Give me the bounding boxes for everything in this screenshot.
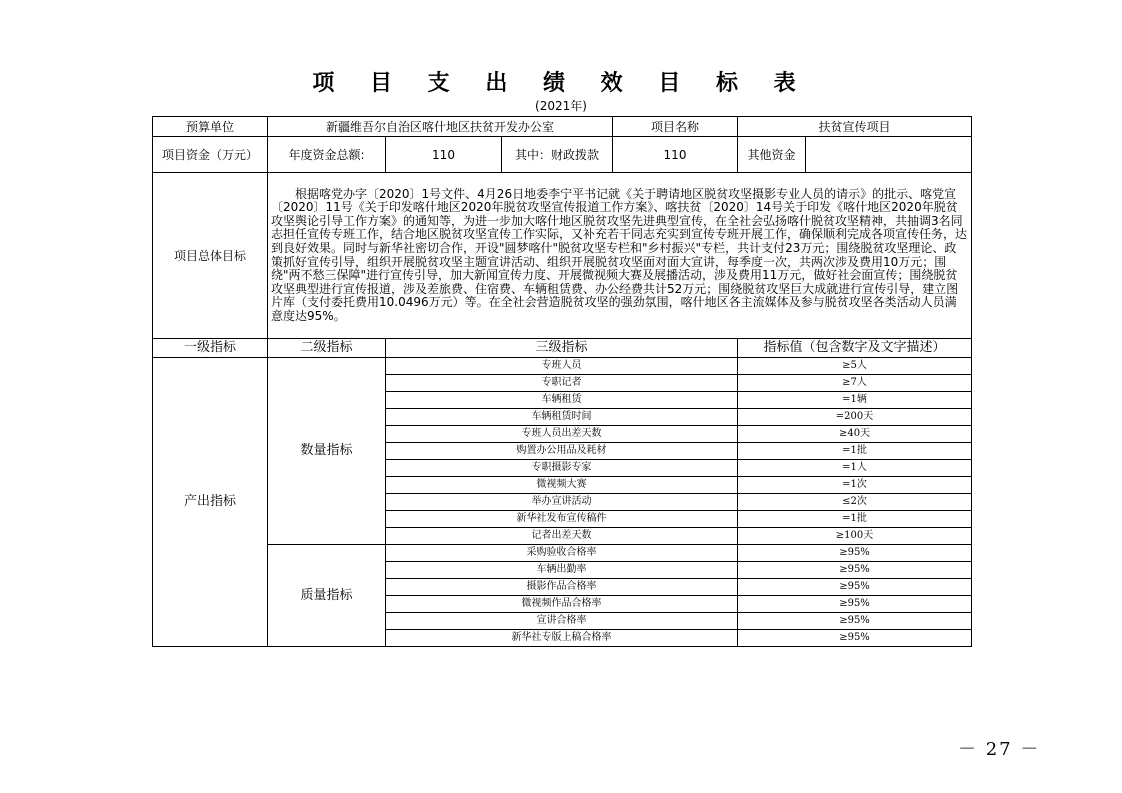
output-indicator-label: 产出指标 [153,358,268,647]
indicator-value: ≥95% [738,613,972,630]
other-funds-label: 其他资金 [738,137,806,173]
budget-unit-row [153,117,972,137]
page-title: 项 目 支 出 绩 效 目 标 表 [312,71,810,96]
indicator-name: 微视频大赛 [386,477,738,494]
level2-header: 二级指标 [268,339,386,358]
indicator-value: ≥95% [738,596,972,613]
indicator-name: 宣讲合格率 [386,613,738,630]
level3-header: 三级指标 [386,339,738,358]
indicator-name: 专班人员出差天数 [386,426,738,443]
indicator-name: 采购验收合格率 [386,545,738,562]
funds-row [153,137,972,173]
indicator-value: =1批 [738,443,972,460]
indicator-name: 购置办公用品及耗材 [386,443,738,460]
performance-table [152,116,972,647]
indicator-value: =1辆 [738,392,972,409]
fiscal-value: 110 [613,137,738,173]
indicator-value: ≥40天 [738,426,972,443]
goal-row [153,173,972,339]
indicator-value: ≥100天 [738,528,972,545]
budget-unit-label: 预算单位 [153,117,268,137]
indicator-row [153,545,972,562]
annual-total-value: 110 [386,137,502,173]
indicator-name: 记者出差天数 [386,528,738,545]
indicator-value: ≥95% [738,545,972,562]
level1-header: 一级指标 [153,339,268,358]
indicator-value: =1人 [738,460,972,477]
goal-text: 根据喀党办字〔2020〕1号文件、4月26日地委李宁平书记就《关于聘请地区脱贫攻坚摄影专业人员的请示》的批示、喀党宣〔2020〕11号《关于印发喀什地区2020年脱贫攻坚宣传报道工作方案》、喀扶贫〔2020〕14号关于印发《喀什地区2020年脱贫攻坚舆论引导工作方案》的通知等，为进一步加大喀什地区脱贫攻坚先进典型宣传，在全社会弘扬喀什脱贫攻坚精神，共抽调3名同志担任宣传专班工作，结合地区脱贫攻坚宣传工作实际，又补充若干同志充实到宣传专班开展工作，确保顺利完成各项宣传任务，达到良好效果。同时与新华社密切合作，开设"圆梦喀什"脱贫攻坚专栏和"乡村振兴"专栏，共计支付23万元；围绕脱贫攻坚理论、政策抓好宣传引导，组织开展脱贫攻坚主题宣讲活动、组织开展脱贫攻坚面对面大宣讲，每季度一次，共两次涉及费用10万元；围绕"两不愁三保障"进行宣传引导，加大新闻宣传力度、开展微视频大赛及展播活动，涉及费用11万元，做好社会面宣传；围绕脱贫攻坚典型进行宣传报道，涉及差旅费、住宿费、车辆租赁费、办公经费共计52万元；围绕脱贫攻坚巨大成就进行宣传引导，建立图片库（支付委托费用10.0496万元）等。在全社会营造脱贫攻坚的强劲氛围，喀什地区各主流媒体及参与脱贫攻坚各类活动人员满意度达95%。 [268,173,972,339]
other-funds-value [806,137,972,173]
indicator-row [153,358,972,375]
indicator-value: =200天 [738,409,972,426]
fiscal-label: 其中：财政拨款 [502,137,613,173]
project-name-label: 项目名称 [613,117,738,137]
page-number: － 27 － [958,739,1041,760]
indicator-name: 专职摄影专家 [386,460,738,477]
indicator-value: =1批 [738,511,972,528]
quantity-indicator-label: 数量指标 [268,358,386,545]
indicator-name: 新华社发布宣传稿件 [386,511,738,528]
value-header: 指标值（包含数字及文字描述） [738,339,972,358]
indicator-name: 车辆出勤率 [386,562,738,579]
indicator-name: 专班人员 [386,358,738,375]
project-name-value: 扶贫宣传项目 [738,117,972,137]
indicator-value: ≥95% [738,630,972,647]
indicator-name: 专职记者 [386,375,738,392]
budget-unit-value: 新疆维吾尔自治区喀什地区扶贫开发办公室 [268,117,613,137]
indicator-name: 车辆租赁时间 [386,409,738,426]
indicator-value: ≤2次 [738,494,972,511]
indicator-name: 摄影作品合格率 [386,579,738,596]
goal-label: 项目总体目标 [153,173,268,339]
indicator-header-row [153,339,972,358]
indicator-value: ≥5人 [738,358,972,375]
quality-indicator-label: 质量指标 [268,545,386,647]
indicator-value: ≥95% [738,562,972,579]
indicator-name: 新华社专版上稿合格率 [386,630,738,647]
indicator-name: 举办宣讲活动 [386,494,738,511]
year-label: (2021年) [535,99,587,113]
indicator-value: ≥95% [738,579,972,596]
annual-total-label: 年度资金总额: [268,137,386,173]
indicator-name: 微视频作品合格率 [386,596,738,613]
funds-label: 项目资金（万元） [153,137,268,173]
indicator-value: ≥7人 [738,375,972,392]
indicator-value: =1次 [738,477,972,494]
indicator-name: 车辆租赁 [386,392,738,409]
